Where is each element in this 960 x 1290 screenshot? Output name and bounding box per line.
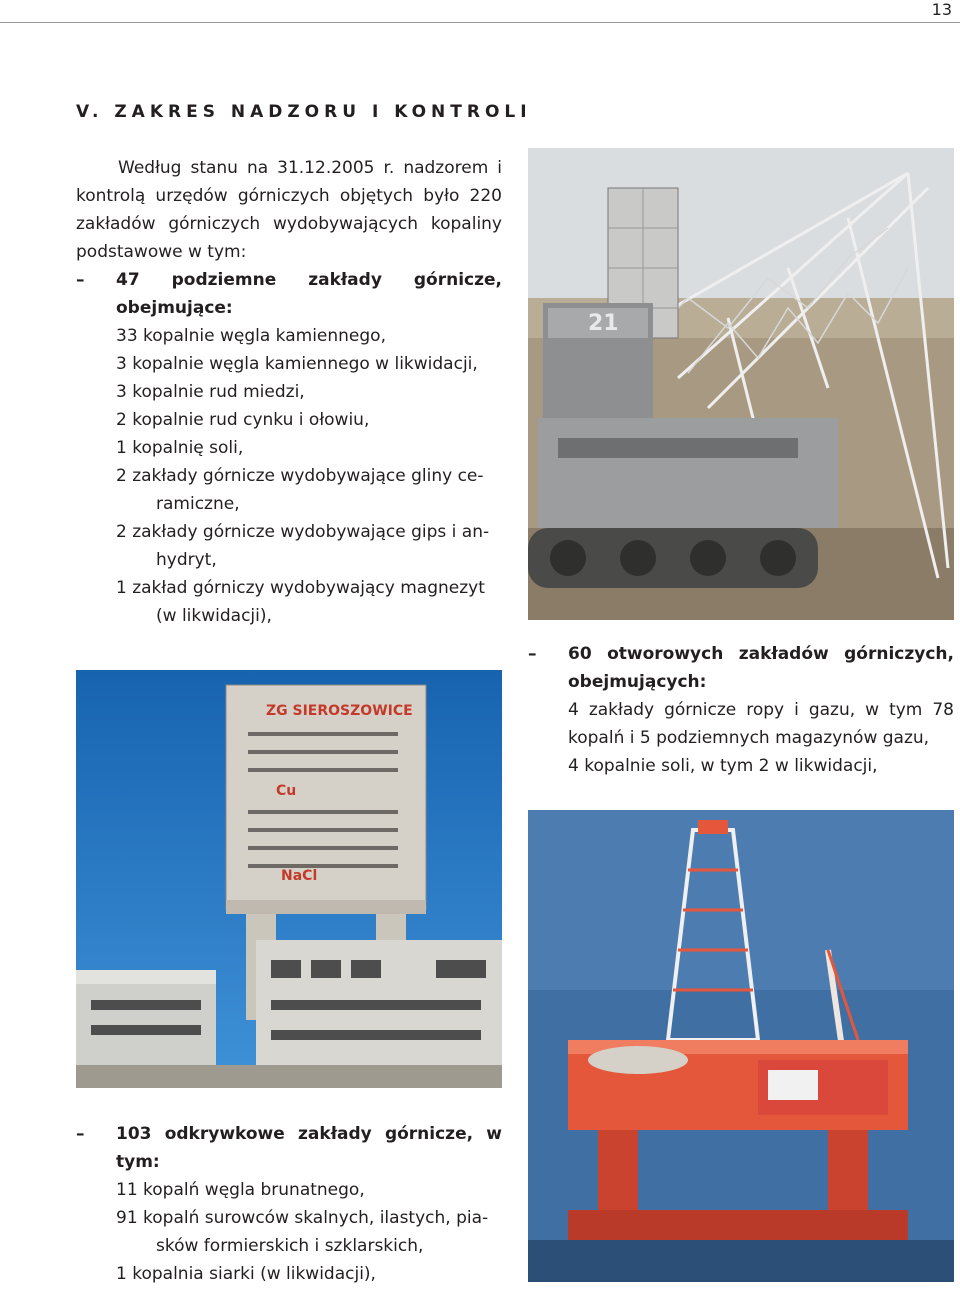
intro-paragraph: Według stanu na 31.12.2005 r. nadzorem i kontrolą urzędów górniczych objętych było 220 zakładów górniczych wydobywających kopaliny podstawowe w tym: (76, 158, 502, 262)
page-number: 13 (931, 0, 952, 19)
excavator-number: 21 (588, 311, 619, 336)
right-column (528, 640, 954, 780)
underground-list (76, 322, 502, 630)
offshore-rig-photo (528, 810, 954, 1282)
shaft-sign-name: ZG SIEROSZOWICE (266, 703, 413, 719)
list-item: 4 kopalnie soli, w tym 2 w likwidacji, (568, 756, 878, 776)
shaft-tower-photo (76, 670, 502, 1088)
excavator-photo (528, 148, 954, 620)
list-item: 11 kopalń węgla brunatnego, (116, 1180, 365, 1200)
opencast-list (76, 1176, 502, 1288)
left-column (76, 154, 502, 630)
list-item: 91 kopalń surowców skalnych, ilastych, pia- sków formierskich i szklarskich, (116, 1208, 489, 1256)
opencast-heading (76, 1120, 502, 1176)
underground-heading-text: 47 podziemne zakłady górnicze, obejmujące: (116, 270, 502, 318)
list-item: 2 kopalnie rud cynku i ołowiu, (116, 410, 370, 430)
list-item: 33 kopalnie węgla kamiennego, (116, 326, 386, 346)
list-item: 2 zakłady górnicze wydobywające gliny ce- ramiczne, (116, 466, 484, 514)
list-item: 2 zakłady górnicze wydobywające gips i an- hydryt, (116, 522, 490, 570)
list-item: 1 kopalnię soli, (116, 438, 244, 458)
list-item: 3 kopalnie rud miedzi, (116, 382, 305, 402)
shaft-sign-cu: Cu (276, 783, 297, 799)
list-dash: – (76, 270, 85, 290)
list-item: 1 zakład górniczy wydobywający magnezyt (w likwidacji), (116, 578, 485, 626)
list-item: 4 zakłady górnicze ropy i gazu, w tym 78 kopalń i 5 podziemnych magazynów gazu, (568, 700, 954, 748)
borehole-list (528, 696, 954, 780)
opencast-column (76, 1120, 502, 1288)
section-title: V. ZAKRES NADZORU I KONTROLI (76, 102, 532, 122)
shaft-sign-nacl: NaCl (281, 868, 318, 884)
list-dash: – (76, 1124, 85, 1144)
opencast-heading-text: 103 odkrywkowe zakłady górnicze, w tym: (116, 1124, 502, 1172)
list-item: 3 kopalnie węgla kamiennego w likwidacji, (116, 354, 478, 374)
list-item: 1 kopalnia siarki (w likwidacji), (116, 1264, 376, 1284)
underground-heading (76, 266, 502, 322)
borehole-heading (528, 640, 954, 696)
header-rule (0, 22, 960, 23)
list-dash: – (528, 644, 537, 664)
borehole-heading-text: 60 otworowych zakładów górniczych, obejmujących: (568, 644, 954, 692)
